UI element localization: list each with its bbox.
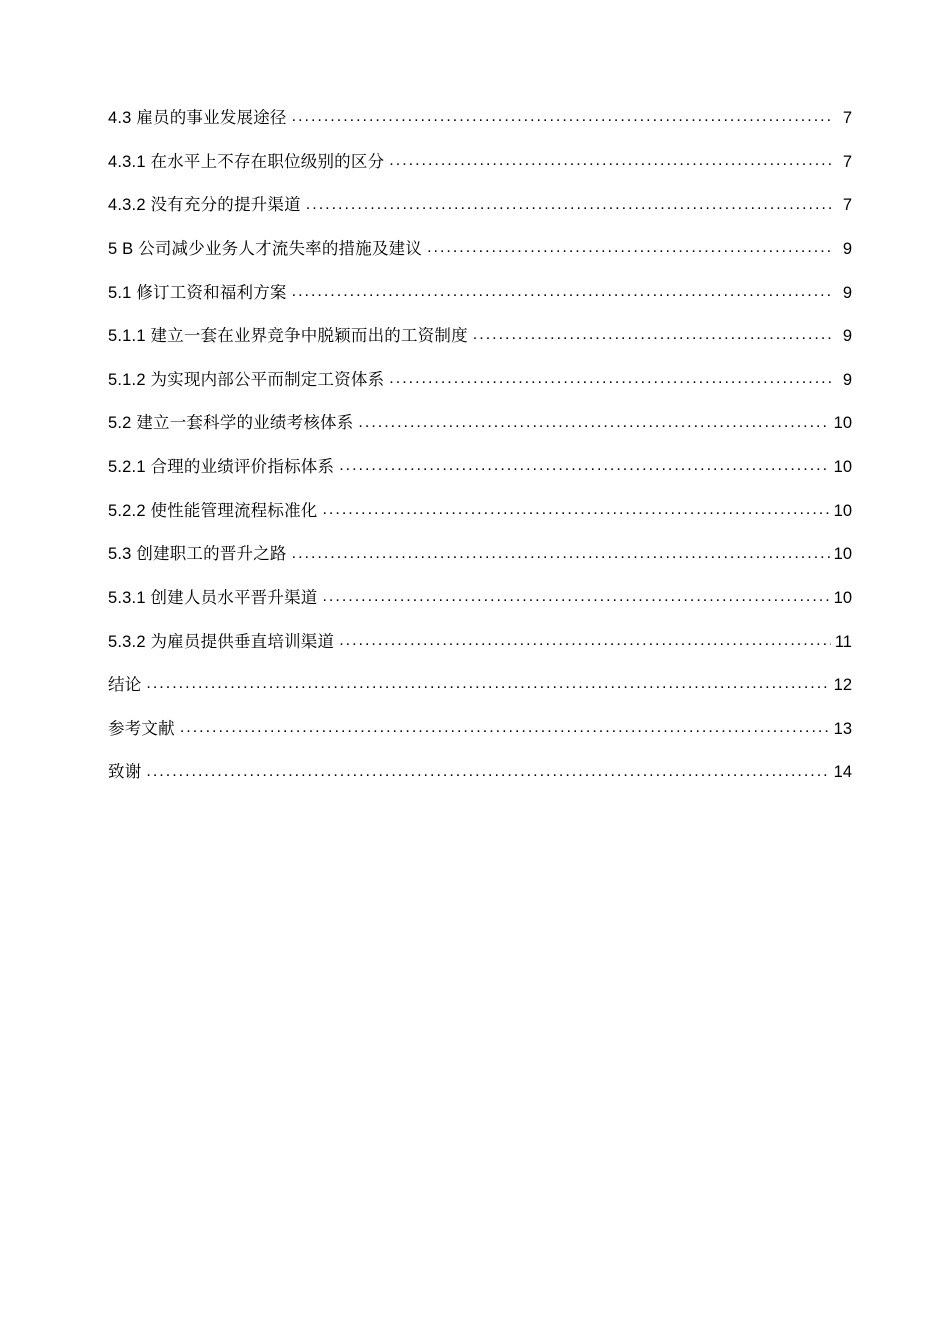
toc-entry[interactable]: [108, 413, 852, 434]
toc-entry-title: 5.3 创建职工的晋升之路: [108, 545, 287, 564]
toc-entry-page-number: 13: [833, 719, 852, 738]
toc-leader-dots: [292, 112, 832, 129]
toc-leader-dots: [322, 592, 829, 609]
toc-leader-dots: [358, 418, 829, 435]
toc-entry-page-number: 10: [833, 588, 852, 607]
toc-entry-page-number: 7: [842, 196, 852, 215]
toc-entry[interactable]: [108, 239, 852, 260]
toc-leader-dots: [473, 330, 832, 347]
toc-entry-page-number: 9: [842, 283, 852, 302]
toc-entry-page-number: 9: [842, 370, 852, 389]
toc-entry-title: 5.2.2 使性能管理流程标准化: [108, 501, 318, 520]
toc-entry-title: 5.2 建立一套科学的业绩考核体系: [108, 414, 354, 433]
toc-entry[interactable]: [108, 457, 852, 478]
toc-entry-page-number: 14: [833, 763, 852, 782]
toc-entry[interactable]: [108, 588, 852, 609]
toc-entry-page-number: 10: [833, 545, 852, 564]
toc-entry-page-number: 7: [842, 152, 852, 171]
toc-entry-page-number: 7: [842, 109, 852, 127]
toc-entry-title: 5.2.1 合理的业绩评价指标体系: [108, 458, 335, 476]
toc-leader-dots: [146, 679, 829, 696]
toc-entry[interactable]: [108, 501, 852, 522]
toc-leader-dots: [339, 636, 831, 653]
toc-entry-page-number: 10: [833, 501, 852, 520]
toc-entry[interactable]: [108, 719, 852, 740]
toc-entry-title: 4.3 雇员的事业发展途径: [108, 109, 287, 127]
toc-entry[interactable]: [108, 326, 852, 347]
toc-entry-title: 5.3.2 为雇员提供垂直培训渠道: [108, 632, 335, 651]
toc-entry-title: 致谢: [108, 763, 142, 782]
toc-entry[interactable]: [108, 675, 852, 696]
toc-leader-dots: [389, 156, 832, 173]
toc-entry[interactable]: [108, 370, 852, 391]
toc-entry[interactable]: [108, 195, 852, 216]
toc-leader-dots: [427, 243, 832, 260]
toc-entry-title: 结论: [108, 676, 142, 695]
toc-entry-title: 5.1.1 建立一套在业界竞争中脱颖而出的工资制度: [108, 327, 468, 346]
toc-leader-dots: [146, 767, 829, 784]
toc-entry-page-number: 12: [833, 676, 852, 695]
toc-entry-page-number: 10: [833, 458, 852, 476]
toc-entry-title: 5.3.1 创建人员水平晋升渠道: [108, 588, 318, 607]
toc-entry[interactable]: [108, 152, 852, 173]
toc-entry[interactable]: [108, 762, 852, 783]
toc-entry-title: 5.1 修订工资和福利方案: [108, 283, 287, 302]
toc-entry[interactable]: [108, 632, 852, 653]
toc-entry[interactable]: [108, 283, 852, 304]
toc-entry[interactable]: [108, 108, 852, 129]
toc-entry-page-number: 9: [842, 327, 852, 346]
toc-entry-title: 参考文献: [108, 719, 175, 738]
toc-entry-title: 4.3.1 在水平上不存在职位级别的区分: [108, 152, 385, 171]
table-of-contents: [108, 108, 852, 783]
toc-leader-dots: [292, 287, 832, 304]
toc-leader-dots: [322, 505, 829, 522]
toc-leader-dots: [339, 461, 829, 478]
toc-entry-title: 4.3.2 没有充分的提升渠道: [108, 196, 301, 215]
toc-leader-dots: [180, 723, 830, 740]
toc-entry-title: 5 B 公司减少业务人才流失率的措施及建议: [108, 239, 423, 258]
toc-leader-dots: [306, 199, 832, 216]
toc-leader-dots: [292, 548, 830, 565]
toc-leader-dots: [389, 374, 832, 391]
toc-entry-page-number: 9: [842, 239, 852, 258]
toc-entry-page-number: 10: [833, 414, 852, 433]
toc-entry-page-number: 11: [834, 632, 852, 651]
toc-entry[interactable]: [108, 544, 852, 565]
toc-entry-title: 5.1.2 为实现内部公平而制定工资体系: [108, 370, 385, 389]
